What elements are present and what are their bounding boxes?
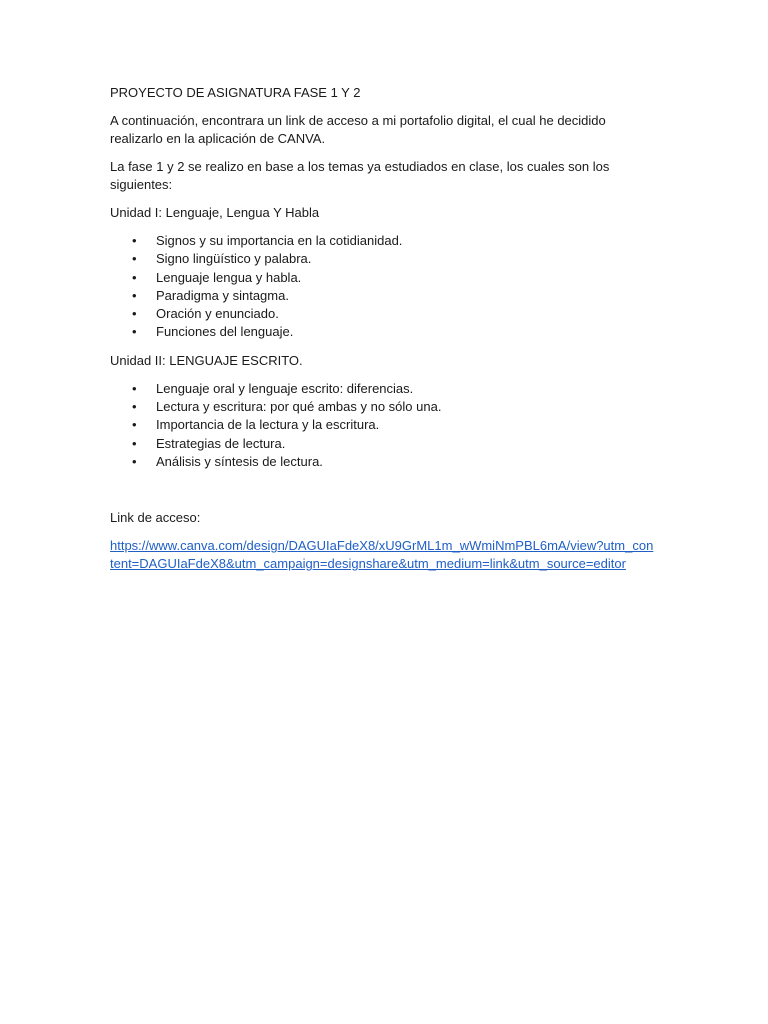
list-item (110, 435, 662, 453)
list-item (110, 232, 662, 250)
list-item-text: Lenguaje oral y lenguaje escrito: diferencias. (156, 380, 414, 396)
unit1-list (110, 232, 662, 342)
bullet-icon: • (132, 399, 137, 415)
list-item (110, 323, 662, 341)
list-item-text: Signo lingüístico y palabra. (156, 251, 312, 267)
blank-line (110, 481, 662, 509)
unit1-heading: Unidad I: Lenguaje, Lengua Y Habla (110, 205, 320, 220)
bullet-icon: • (132, 306, 137, 322)
bullet-icon: • (132, 233, 137, 248)
bullet-icon: • (132, 324, 137, 340)
list-item-text: Lectura y escritura: por qué ambas y no sólo una. (156, 399, 442, 415)
list-item-text: Paradigma y sintagma. (156, 287, 289, 303)
list-item (110, 250, 662, 268)
link-line-2[interactable]: tent=DAGUIaFdeX8&utm_campaign=designshare&utm_medium=link&utm_source=editor (110, 556, 626, 572)
canva-link[interactable] (110, 537, 662, 573)
list-item-text: Signos y su importancia en la cotidianidad. (156, 233, 403, 248)
link-line-1[interactable]: https://www.canva.com/design/DAGUIaFdeX8/xU9GrML1m_wWmiNmPBL6mA/view?utm_con (110, 538, 654, 554)
bullet-icon: • (132, 380, 137, 396)
bullet-icon: • (132, 269, 137, 285)
link-label: Link de acceso: (110, 510, 201, 526)
list-item-text: Importancia de la lectura y la escritura. (156, 417, 380, 433)
bullet-icon: • (132, 453, 137, 469)
document-body (110, 84, 662, 573)
list-item-text: Estrategias de lectura. (156, 435, 286, 451)
list-item-text: Oración y enunciado. (156, 306, 279, 322)
intro-paragraph (110, 112, 662, 148)
list-item-text: Lenguaje lengua y habla. (156, 269, 302, 285)
bullet-icon: • (132, 417, 137, 433)
bullet-icon: • (132, 287, 137, 303)
intro-line-1: A continuación, encontrara un link de acceso a mi portafolio digital, el cual he decidido (110, 113, 606, 128)
list-item (110, 305, 662, 323)
list-item (110, 416, 662, 434)
list-item (110, 269, 662, 287)
intro-line-2: realizarlo en la aplicación de CANVA. (110, 131, 326, 146)
list-item (110, 380, 662, 398)
bullet-icon: • (132, 251, 137, 267)
list-item-text: Funciones del lenguaje. (156, 324, 294, 340)
list-item (110, 287, 662, 305)
unit2-heading: Unidad II: LENGUAJE ESCRITO. (110, 352, 303, 368)
phase-paragraph: La fase 1 y 2 se realizo en base a los temas ya estudiados en clase, los cuales son los siguientes: (110, 159, 610, 192)
unit2-list (110, 380, 662, 471)
bullet-icon: • (132, 435, 137, 451)
document-title: PROYECTO DE ASIGNATURA FASE 1 Y 2 (110, 85, 361, 100)
list-item-text: Análisis y síntesis de lectura. (156, 453, 323, 469)
list-item (110, 453, 662, 471)
list-item (110, 398, 662, 416)
